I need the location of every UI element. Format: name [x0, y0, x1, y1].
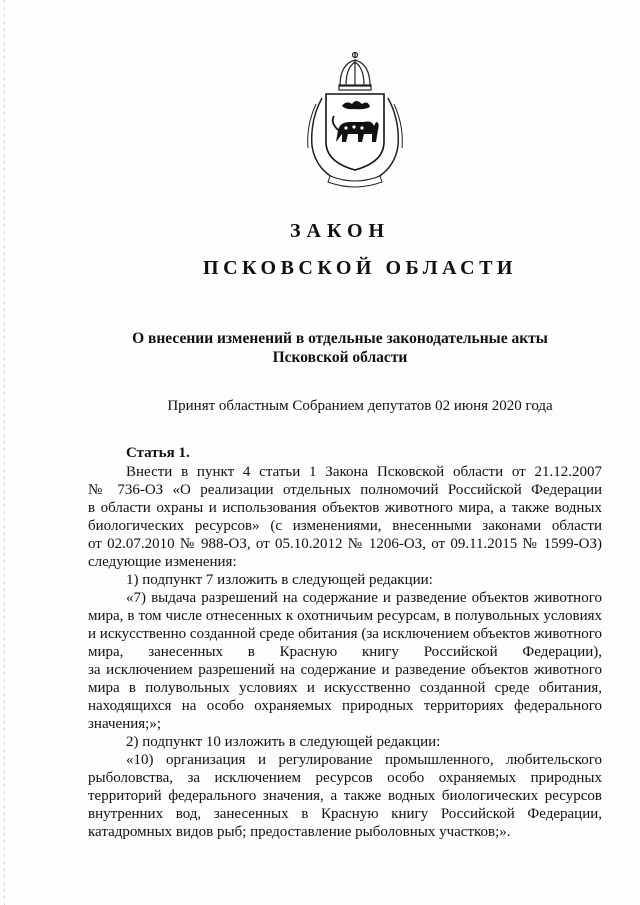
article-line: мира в полувольных условиях и искусственно созданной среде обитания,: [88, 680, 602, 696]
article-line: находящихся на особо охраняемых природных территориях федерального: [88, 698, 602, 714]
article-line: мира, в том числе отнесенных к охотничьим ресурсам, в полувольных условиях: [88, 608, 602, 624]
article-line: в области охраны и использования объектов животного мира, а также водных: [88, 500, 602, 516]
article-line: следующие изменения:: [88, 554, 237, 570]
article-line: рыболовства, за исключением ресурсов особо охраняемых природных: [88, 770, 602, 786]
article-line: значения;»;: [88, 716, 162, 732]
article-line: «7) выдача разрешений на содержание и разведение объектов животного: [126, 590, 602, 606]
scan-edge: [4, 0, 5, 905]
article-line: от 02.07.2010 № 988-ОЗ, от 05.10.2012 № 1206-ОЗ, от 09.11.2015 № 1599-ОЗ): [88, 536, 602, 552]
article-line: Внести в пункт 4 статьи 1 Закона Псковской области от 21.12.2007: [126, 464, 602, 480]
article-line: территорий федерального значения, а также водных биологических ресурсов: [88, 788, 602, 804]
pskov-coat-of-arms-icon: [302, 50, 408, 190]
article-title: Статья 1.: [126, 445, 190, 461]
article-line: мира, занесенных в Красную книгу Российской Федерации),: [88, 644, 602, 660]
law-title: ЗАКОН: [289, 220, 391, 242]
subject-line-1: О внесении изменений в отдельные законодательные акты: [132, 330, 548, 347]
adoption-date: Принят областным Собранием депутатов 02 июня 2020 года: [167, 398, 553, 414]
region-title: ПСКОВСКОЙ ОБЛАСТИ: [203, 257, 517, 279]
law-subject: [0, 329, 640, 367]
article-line: катадромных видов рыб; предоставление рыболовных участков;».: [88, 824, 511, 840]
article-line: 2) подпункт 10 изложить в следующей редакции:: [126, 734, 441, 750]
article-line: и искусственно созданной среде обитания (за исключением объектов животного: [88, 626, 602, 642]
article-line: внутренних вод, занесенных в Красную книгу Российской Федерации,: [88, 806, 602, 822]
article-line: 1) подпункт 7 изложить в следующей редакции:: [126, 572, 433, 588]
article-line: биологических ресурсов» (с изменениями, внесенными законами области: [88, 518, 602, 534]
article-line: «10) организация и регулирование промышленного, любительского: [126, 752, 602, 768]
article-line: № 736-ОЗ «О реализации отдельных полномочий Российской Федерации: [88, 482, 602, 498]
subject-line-2: Псковской области: [272, 349, 408, 366]
article-line: за исключением разрешений на содержание и разведение объектов животного: [88, 662, 602, 678]
